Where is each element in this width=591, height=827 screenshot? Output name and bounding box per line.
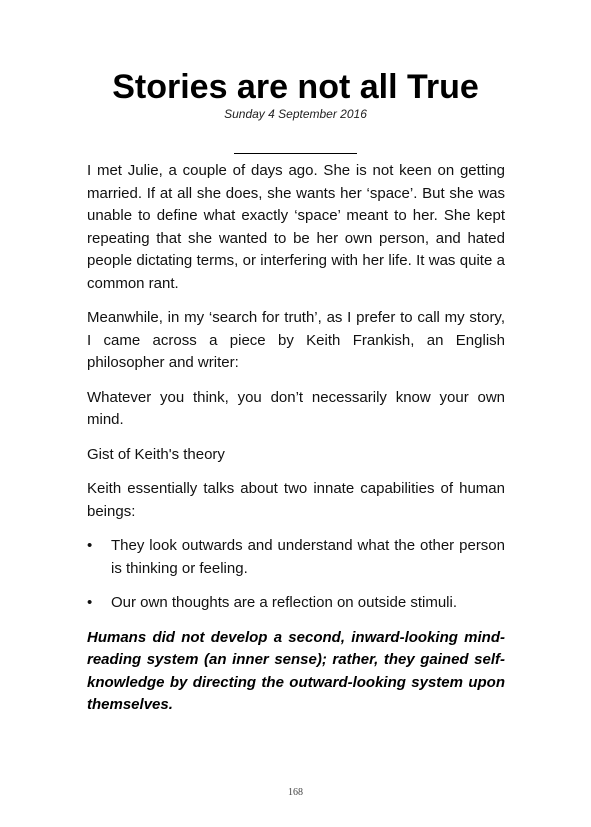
paragraph-keith-quote-intro: Whatever you think, you don’t necessarily know your own mind.	[87, 388, 505, 428]
page-number: 168	[288, 787, 303, 798]
list-item	[87, 592, 505, 615]
bullet-icon: •	[87, 537, 93, 554]
list-item-text: They look outwards and understand what the other person is thinking or feeling.	[111, 537, 505, 577]
document-date: Sunday 4 September 2016	[224, 107, 367, 121]
paragraph-capabilities-intro: Keith essentially talks about two innate capabilities of human beings:	[87, 480, 505, 520]
paragraph-julie: I met Julie, a couple of days ago. She is not keen on getting married. If at all she does, she wants her ‘space’. But she was unable to define what exactly ‘space’ meant to her. She kept repeating that she wanted to be her own person, and hated people dictating terms, or interfering with her life. It was quite a common rant.	[87, 162, 505, 292]
paragraph-gist-heading: Gist of Keith's theory	[87, 445, 225, 463]
document-body	[87, 160, 505, 717]
title-separator-rule	[234, 153, 357, 154]
document-title: Stories are not all True	[112, 68, 479, 106]
list-item	[87, 535, 505, 580]
bullet-icon: •	[87, 594, 93, 611]
paragraph-search-for-truth: Meanwhile, in my ‘search for truth’, as I prefer to call my story, I came across a piece by Keith Frankish, an English philosopher and writer:	[87, 309, 505, 371]
emphasized-quote: Humans did not develop a second, inward-looking mind-reading system (an inner sense); rather, they gained self-knowledge by directing the outward-looking system upon themselves.	[87, 628, 505, 713]
capabilities-list	[87, 535, 505, 615]
list-item-text: Our own thoughts are a reflection on outside stimuli.	[111, 594, 458, 611]
